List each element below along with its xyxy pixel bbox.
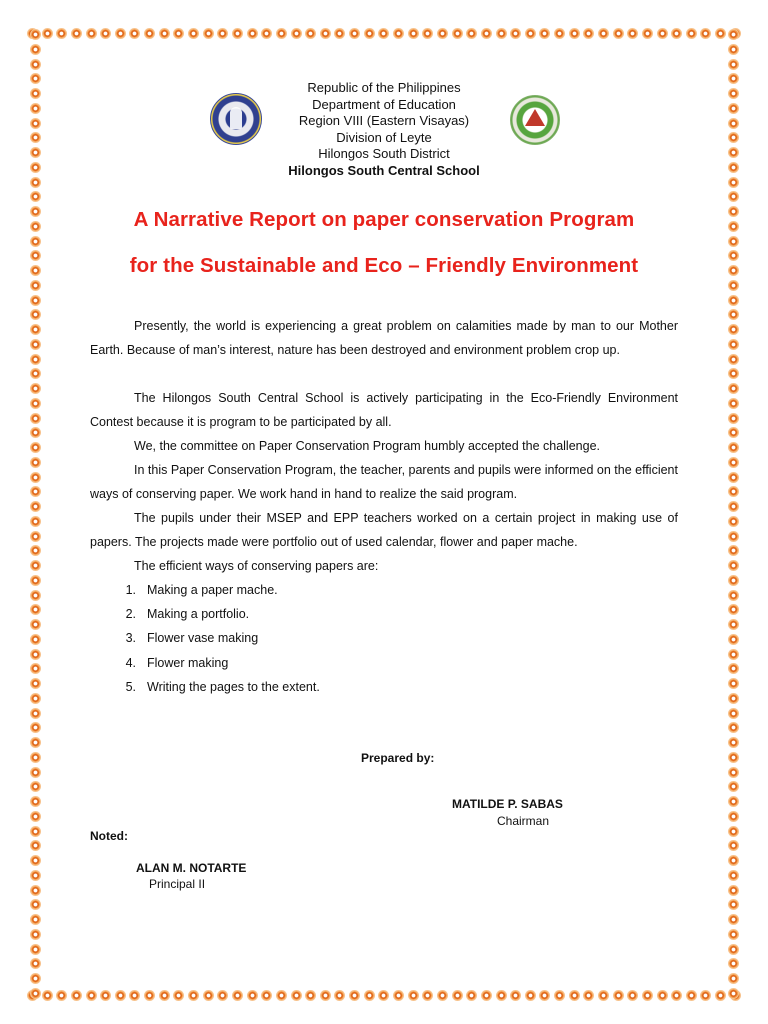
flower-border-icon [729, 60, 738, 69]
flower-border-icon [72, 29, 81, 38]
flower-border-icon [672, 29, 681, 38]
flower-border-icon [729, 546, 738, 555]
flower-border-icon [31, 915, 40, 924]
flower-border-icon [729, 428, 738, 437]
flower-border-icon [31, 856, 40, 865]
flower-border-icon [31, 900, 40, 909]
flower-border-icon [643, 29, 652, 38]
flower-border-icon [423, 29, 432, 38]
flower-border-icon [584, 991, 593, 1000]
noted-label: Noted: [90, 829, 128, 843]
flower-border-icon [729, 945, 738, 954]
flower-border-icon [729, 797, 738, 806]
list-text: Making a portfolio. [147, 607, 250, 622]
flower-border-icon [31, 45, 40, 54]
flower-border-icon [31, 753, 40, 762]
flower-border-icon [511, 29, 520, 38]
flower-border-icon [31, 738, 40, 747]
body-paragraph: We, the committee on Paper Conservation Program humbly accepted the challenge. [134, 439, 600, 453]
flower-border-icon [643, 991, 652, 1000]
flower-border-icon [511, 991, 520, 1000]
list-item [90, 651, 678, 675]
flower-border-icon [31, 871, 40, 880]
flower-border-icon [262, 991, 271, 1000]
letterhead [0, 80, 768, 180]
flower-border-icon [729, 399, 738, 408]
flower-border-icon [204, 29, 213, 38]
flower-border-icon [130, 991, 139, 1000]
flower-border-icon [277, 29, 286, 38]
flower-border-icon [729, 473, 738, 482]
list-item [90, 675, 678, 699]
flower-border-icon [31, 945, 40, 954]
flower-border-icon [729, 502, 738, 511]
flower-border-icon [43, 991, 52, 1000]
flower-border-icon [729, 355, 738, 364]
list-item [90, 626, 678, 650]
flower-border-icon [218, 991, 227, 1000]
flower-border-icon [729, 900, 738, 909]
flower-border-icon [729, 443, 738, 452]
flower-border-icon [438, 991, 447, 1000]
flower-border-icon [482, 29, 491, 38]
flower-border-icon [292, 991, 301, 1000]
flower-border-icon [453, 991, 462, 1000]
letterhead-line: Hilongos South District [318, 146, 450, 162]
flower-border-icon [116, 991, 125, 1000]
list-number: 3. [125, 631, 136, 646]
flower-border-icon [729, 886, 738, 895]
letterhead-line: Republic of the Philippines [307, 80, 461, 95]
flower-border-icon [729, 782, 738, 791]
flower-border-icon [729, 694, 738, 703]
flower-border-icon [729, 989, 738, 998]
flower-border-icon [233, 991, 242, 1000]
flower-border-icon [31, 296, 40, 305]
flower-border-icon [526, 991, 535, 1000]
flower-border-icon [31, 473, 40, 482]
flower-border-icon [729, 45, 738, 54]
flower-border-icon [116, 29, 125, 38]
flower-border-icon [497, 991, 506, 1000]
flower-border-icon [43, 29, 52, 38]
flower-border-icon [729, 340, 738, 349]
noter-name: ALAN M. NOTARTE [136, 861, 247, 875]
flower-border-icon [145, 991, 154, 1000]
flower-border-icon [729, 325, 738, 334]
flower-border-icon [145, 29, 154, 38]
flower-border-icon [31, 664, 40, 673]
flower-border-top [28, 26, 740, 40]
flower-border-icon [31, 399, 40, 408]
flower-border-icon [350, 29, 359, 38]
flower-border-icon [701, 991, 710, 1000]
flower-border-icon [321, 29, 330, 38]
preparer-name: MATILDE P. SABAS [452, 797, 563, 811]
flower-border-icon [687, 29, 696, 38]
flower-border-icon [160, 991, 169, 1000]
flower-border-icon [729, 974, 738, 983]
flower-border-icon [729, 281, 738, 290]
list-number: 5. [125, 679, 136, 694]
flower-border-icon [31, 517, 40, 526]
flower-border-icon [160, 29, 169, 38]
flower-border-icon [31, 192, 40, 201]
flower-border-icon [335, 29, 344, 38]
flower-border-icon [729, 753, 738, 762]
flower-border-icon [174, 29, 183, 38]
flower-border-icon [31, 532, 40, 541]
school-name: Hilongos South Central School [288, 162, 480, 178]
flower-border-icon [31, 487, 40, 496]
flower-border-icon [31, 635, 40, 644]
flower-border-icon [31, 561, 40, 570]
flower-border-icon [31, 428, 40, 437]
flower-border-bottom [28, 988, 740, 1002]
list-text: Writing the pages to the extent. [147, 679, 320, 694]
flower-border-icon [584, 29, 593, 38]
flower-border-icon [599, 991, 608, 1000]
flower-border-icon [31, 384, 40, 393]
flower-border-icon [321, 991, 330, 1000]
flower-border-icon [729, 487, 738, 496]
flower-border-icon [31, 709, 40, 718]
flower-border-icon [31, 355, 40, 364]
flower-border-icon [570, 29, 579, 38]
flower-border-icon [31, 782, 40, 791]
flower-border-icon [31, 650, 40, 659]
flower-border-icon [701, 29, 710, 38]
flower-border-icon [31, 502, 40, 511]
flower-border-icon [31, 60, 40, 69]
flower-border-icon [350, 991, 359, 1000]
flower-border-icon [729, 384, 738, 393]
flower-border-icon [218, 29, 227, 38]
flower-border-icon [729, 605, 738, 614]
flower-border-icon [233, 29, 242, 38]
flower-border-icon [614, 29, 623, 38]
flower-border-icon [174, 991, 183, 1000]
flower-border-icon [31, 679, 40, 688]
flower-border-icon [31, 605, 40, 614]
flower-border-icon [729, 237, 738, 246]
flower-border-icon [31, 723, 40, 732]
body-paragraph: Presently, the world is experiencing a great problem on calamities made by man to our Mother Earth. Because of man’s interest, nature has been destroyed and environment problem crop up. [90, 319, 678, 357]
flower-border-icon [729, 930, 738, 939]
flower-border-icon [729, 532, 738, 541]
flower-border-icon [729, 192, 738, 201]
flower-border-icon [335, 991, 344, 1000]
flower-border-icon [306, 991, 315, 1000]
preparer-title: Chairman [497, 814, 550, 828]
body-paragraph: The pupils under their MSEP and EPP teachers worked on a certain project in making use of papers. The projects made were portfolio out of used calendar, flower and paper mache. [90, 511, 678, 549]
flower-border-icon [658, 29, 667, 38]
flower-border-icon [72, 991, 81, 1000]
flower-border-icon [31, 694, 40, 703]
flower-border-icon [729, 723, 738, 732]
flower-border-icon [729, 856, 738, 865]
flower-border-icon [453, 29, 462, 38]
flower-border-icon [729, 635, 738, 644]
flower-border-icon [729, 296, 738, 305]
flower-border-icon [628, 991, 637, 1000]
flower-border-icon [394, 29, 403, 38]
flower-border-icon [365, 29, 374, 38]
flower-border-icon [729, 812, 738, 821]
flower-border-icon [31, 841, 40, 850]
flower-border-icon [497, 29, 506, 38]
flower-border-icon [31, 340, 40, 349]
flower-border-icon [555, 991, 564, 1000]
flower-border-icon [409, 29, 418, 38]
flower-border-icon [31, 325, 40, 334]
flower-border-icon [599, 29, 608, 38]
flower-border-icon [31, 310, 40, 319]
list-item [90, 602, 678, 626]
flower-border-icon [248, 991, 257, 1000]
flower-border-icon [729, 664, 738, 673]
flower-border-icon [467, 29, 476, 38]
flower-border-icon [658, 991, 667, 1000]
flower-border-icon [729, 414, 738, 423]
flower-border-icon [526, 29, 535, 38]
flower-border-icon [31, 237, 40, 246]
flower-border-icon [31, 546, 40, 555]
flower-border-icon [31, 620, 40, 629]
flower-border-icon [130, 29, 139, 38]
flower-border-icon [555, 29, 564, 38]
flower-border-icon [189, 991, 198, 1000]
flower-border-icon [31, 591, 40, 600]
flower-border-icon [31, 827, 40, 836]
body-paragraph: In this Paper Conservation Program, the teacher, parents and pupils were informed on the efficient ways of conserving paper. We work hand in hand to realize the said program. [90, 463, 678, 501]
flower-border-icon [729, 709, 738, 718]
flower-border-icon [379, 991, 388, 1000]
flower-border-icon [570, 991, 579, 1000]
report-title-line-2: for the Sustainable and Eco – Friendly Environment [129, 254, 639, 277]
flower-border-icon [729, 679, 738, 688]
conservation-ways-list [90, 578, 678, 699]
flower-border-icon [101, 991, 110, 1000]
flower-border-icon [729, 841, 738, 850]
flower-border-icon [438, 29, 447, 38]
flower-border-icon [729, 915, 738, 924]
flower-border-icon [31, 443, 40, 452]
flower-border-icon [672, 991, 681, 1000]
flower-border-icon [729, 576, 738, 585]
flower-border-icon [716, 991, 725, 1000]
letterhead-line: Division of Leyte [336, 129, 432, 145]
flower-border-icon [31, 930, 40, 939]
flower-border-icon [379, 29, 388, 38]
flower-border-icon [687, 991, 696, 1000]
letterhead-line: Region VIII (Eastern Visayas) [298, 113, 470, 129]
flower-border-icon [729, 620, 738, 629]
list-number: 4. [125, 655, 136, 670]
list-number: 1. [125, 583, 136, 597]
flower-border-icon [31, 989, 40, 998]
flower-border-icon [467, 991, 476, 1000]
flower-border-icon [729, 738, 738, 747]
letterhead-line: Department of Education [312, 96, 456, 112]
flower-border-icon [628, 29, 637, 38]
flower-border-icon [292, 29, 301, 38]
flower-border-icon [189, 29, 198, 38]
flower-border-icon [31, 768, 40, 777]
flower-border-icon [31, 30, 40, 39]
flower-border-icon [729, 959, 738, 968]
flower-border-icon [31, 369, 40, 378]
flower-border-icon [729, 369, 738, 378]
flower-border-icon [409, 991, 418, 1000]
flower-border-icon [87, 991, 96, 1000]
flower-border-icon [31, 281, 40, 290]
flower-border-icon [365, 991, 374, 1000]
flower-border-icon [482, 991, 491, 1000]
flower-border-icon [729, 591, 738, 600]
flower-border-icon [729, 650, 738, 659]
flower-border-icon [716, 29, 725, 38]
body-paragraph: The efficient ways of conserving papers are: [134, 559, 379, 573]
flower-border-icon [729, 517, 738, 526]
flower-border-icon [31, 458, 40, 467]
flower-border-icon [729, 30, 738, 39]
flower-border-icon [729, 768, 738, 777]
flower-border-icon [31, 797, 40, 806]
flower-border-icon [31, 576, 40, 585]
flower-border-icon [31, 974, 40, 983]
flower-border-icon [204, 991, 213, 1000]
flower-border-icon [277, 991, 286, 1000]
flower-border-icon [57, 29, 66, 38]
flower-border-icon [614, 991, 623, 1000]
flower-border-icon [87, 29, 96, 38]
list-text: Flower making [147, 655, 229, 670]
flower-border-icon [540, 991, 549, 1000]
flower-border-icon [306, 29, 315, 38]
list-item [90, 578, 678, 602]
list-text: Flower vase making [147, 631, 259, 646]
flower-border-icon [57, 991, 66, 1000]
flower-border-icon [31, 414, 40, 423]
flower-border-icon [729, 827, 738, 836]
body-paragraph: The Hilongos South Central School is actively participating in the Eco-Friendly Environment Contest because it is program to be participated by all. [90, 391, 678, 429]
flower-border-icon [31, 812, 40, 821]
prepared-by-label: Prepared by: [361, 751, 435, 765]
flower-border-icon [729, 871, 738, 880]
list-number: 2. [125, 607, 136, 622]
noter-title: Principal II [149, 877, 206, 891]
report-title-line-1: A Narrative Report on paper conservation Program [133, 208, 635, 231]
flower-border-icon [248, 29, 257, 38]
flower-border-icon [729, 458, 738, 467]
flower-border-icon [729, 310, 738, 319]
flower-border-icon [101, 29, 110, 38]
flower-border-icon [262, 29, 271, 38]
flower-border-icon [540, 29, 549, 38]
flower-border-icon [31, 959, 40, 968]
flower-border-icon [31, 886, 40, 895]
flower-border-icon [729, 561, 738, 570]
flower-border-icon [394, 991, 403, 1000]
list-text: Making a paper mache. [147, 583, 278, 597]
flower-border-icon [423, 991, 432, 1000]
